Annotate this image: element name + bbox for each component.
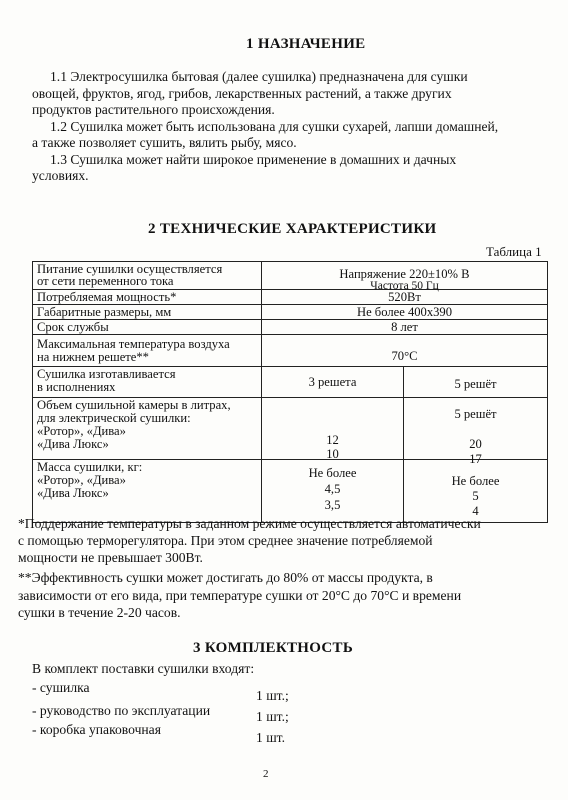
row-mass-col1-a: 4,5 [324, 482, 341, 496]
row-power-supply-value-2: Частота 50 Гц [370, 280, 439, 292]
section-2-heading: 2 ТЕХНИЧЕСКИЕ ХАРАКТЕРИСТИКИ [148, 221, 437, 237]
row-power-value: 520Вт [388, 290, 421, 304]
row-volume-col2-b: 17 [469, 452, 482, 466]
row-mass-col2-header: Не более [451, 474, 500, 488]
page-number: 2 [263, 768, 269, 780]
row-temp-value: 70°С [391, 349, 418, 363]
row-power-label: Потребляемая мощность* [37, 290, 177, 304]
s1-line-6: 1.3 Сушилка может найти широкое применение в домашних и дачных [50, 152, 457, 167]
row-temp-label-1: Максимальная температура воздуха [37, 337, 230, 351]
row-versions-col1: 3 решета [308, 375, 357, 389]
kit-item-3-qty: 1 шт. [256, 730, 285, 745]
row-size-value: Не более 400х390 [356, 305, 453, 319]
section-1-heading: 1 НАЗНАЧЕНИЕ [246, 36, 366, 52]
row-mass-col2-a: 5 [472, 489, 479, 503]
row-volume-label-4: «Дива Люкс» [37, 437, 109, 451]
section-3-heading: 3 КОМПЛЕКТНОСТЬ [193, 640, 354, 656]
table-caption: Таблица 1 [486, 244, 542, 259]
row-mass-col1-b: 3,5 [324, 498, 341, 512]
row-volume-label-1: Объем сушильной камеры в литрах, [37, 398, 231, 412]
note-line-3: мощности не превышает 300Вт. [18, 550, 203, 565]
row-power-supply-label-2: от сети переменного тока [37, 274, 174, 288]
row-versions-label-1: Сушилка изготавливается [37, 367, 176, 381]
row-versions-label-2: в исполнениях [37, 380, 116, 394]
row-life-label: Срок службы [37, 320, 109, 334]
kit-item-2-qty: 1 шт.; [256, 709, 289, 724]
row-mass-label-1: Масса сушилки, кг: [37, 460, 143, 474]
note-line-2: с помощью терморегулятора. При этом среднее значение потребляемой [18, 533, 433, 548]
row-mass-label-2: «Ротор», «Дива» [37, 473, 126, 487]
row-size-label: Габаритные размеры, мм [37, 305, 172, 319]
row-temp-label-2: на нижнем решете** [37, 350, 149, 364]
s1-line-7: условиях. [32, 168, 89, 183]
specs-table [32, 261, 548, 523]
row-mass-label-3: «Дива Люкс» [37, 486, 109, 500]
note-line-6: сушки в течение 2-20 часов. [18, 605, 181, 620]
row-volume-col2-header: 5 решёт [454, 407, 497, 421]
row-versions-col2: 5 решёт [454, 377, 497, 391]
kit-item-2-name: - руководство по эксплуатации [32, 703, 211, 718]
row-mass-col2-b: 4 [472, 504, 479, 518]
kit-item-1-qty: 1 шт.; [256, 688, 289, 703]
s1-line-4: 1.2 Сушилка может быть использована для сушки сухарей, лапши домашней, [50, 119, 499, 134]
note-line-1: *Поддержание температуры в заданном режиме осуществляется автоматически [18, 516, 481, 531]
kit-intro: В комплект поставки сушилки входят: [32, 661, 255, 676]
kit-item-3-name: - коробка упаковочная [32, 722, 161, 737]
row-volume-label-2: для электрической сушилки: [37, 411, 191, 425]
row-volume-col1-b: 10 [326, 447, 339, 461]
kit-item-1-name: - сушилка [32, 680, 90, 695]
row-life-value: 8 лет [391, 320, 418, 334]
row-volume-label-3: «Ротор», «Дива» [37, 424, 126, 438]
s1-line-2: овощей, фруктов, ягод, грибов, лекарственных растений, а также других [32, 86, 452, 101]
row-power-supply-label-1: Питание сушилки осуществляется [37, 262, 223, 276]
row-mass-col1-header: Не более [308, 466, 357, 480]
row-power-supply-value-1: Напряжение 220±10% В [339, 267, 470, 281]
row-volume-col1-a: 12 [326, 433, 339, 447]
note-line-4: **Эффективность сушки может достигать до 80% от массы продукта, в [18, 570, 433, 585]
s1-line-1: 1.1 Электросушилка бытовая (далее сушилка) предназначена для сушки [50, 69, 468, 84]
note-line-5: зависимости от его вида, при температуре сушки от 20°С до 70°С и времени [18, 588, 462, 603]
s1-line-5: а также позволяет сушить, вялить рыбу, мясо. [32, 135, 297, 150]
row-volume-col2-a: 20 [469, 437, 482, 451]
s1-line-3: продуктов растительного происхождения. [32, 102, 275, 117]
